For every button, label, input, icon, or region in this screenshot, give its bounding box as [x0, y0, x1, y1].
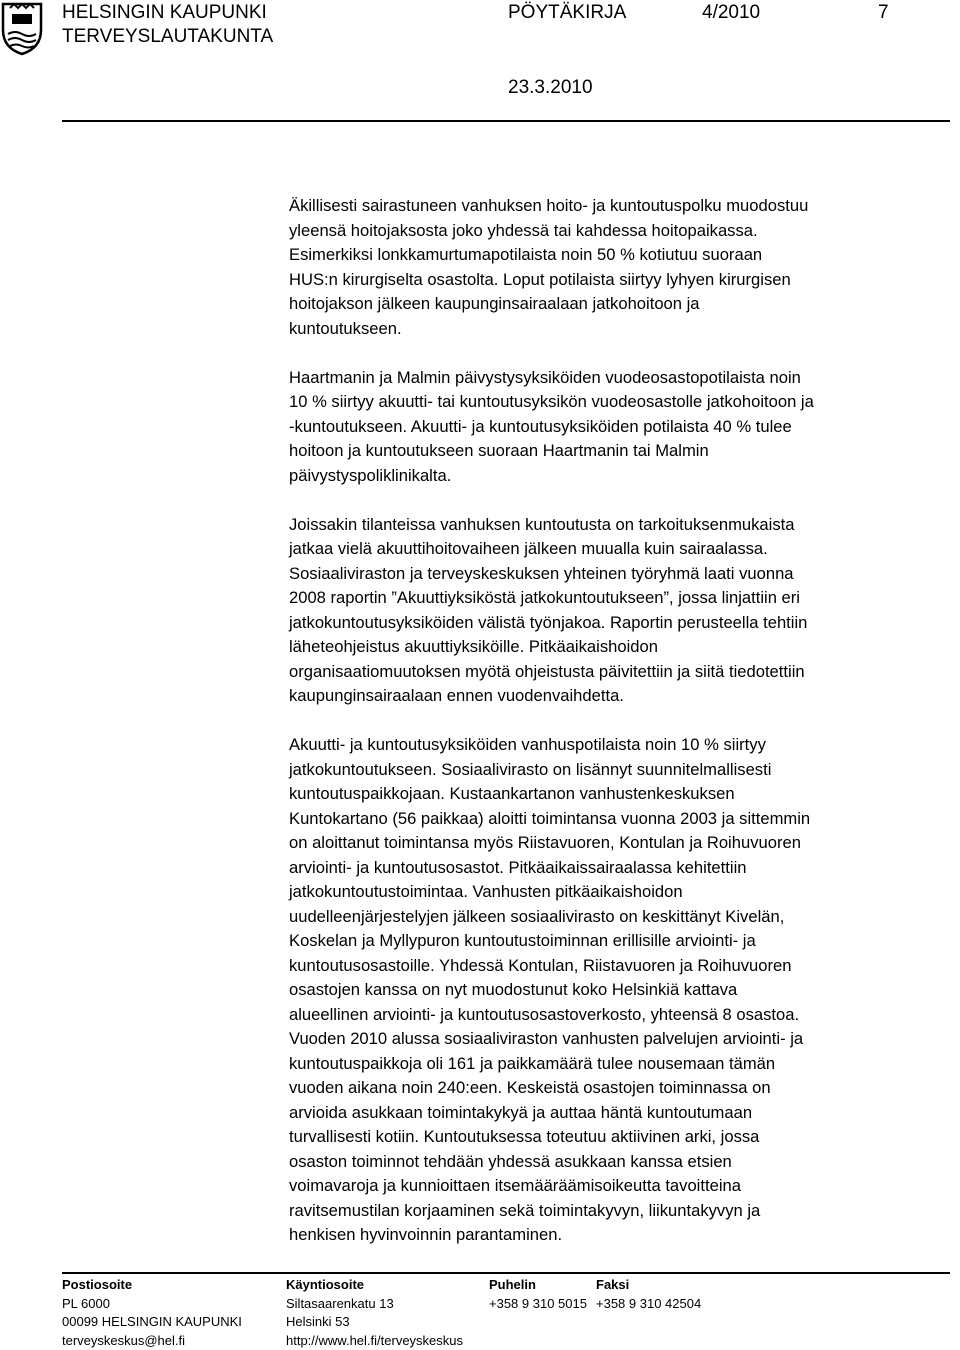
footer-visiting-address — [286, 1276, 463, 1350]
meeting-date: 23.3.2010 — [508, 77, 593, 99]
paragraph-line: Sosiaaliviraston ja terveyskeskuksen yhteinen työryhmä laati vuonna — [289, 562, 954, 587]
paragraph-line: Joissakin tilanteissa vanhuksen kuntoutusta on tarkoituksenmukaista — [289, 513, 954, 538]
footer-phone-heading: Puhelin — [489, 1276, 587, 1295]
paragraph-line: turvallisesti kotiin. Kuntoutuksessa toteutuu aktiivinen arki, jossa — [289, 1125, 954, 1150]
paragraph-line: on aloittanut toimintansa myös Riistavuoren, Kontulan ja Roihuvuoren — [289, 831, 954, 856]
page-number: 7 — [878, 2, 889, 24]
footer-street: Siltasaarenkatu 13 — [286, 1295, 463, 1314]
header-divider — [62, 120, 950, 122]
footer-postal-address — [62, 1276, 242, 1350]
paragraph-line: Akuutti- ja kuntoutusyksiköiden vanhuspotilaista noin 10 % siirtyy — [289, 733, 954, 758]
helsinki-crest-logo — [0, 0, 44, 56]
paragraph-line: jatkokuntoutusyksiköiden välistä työnjakoa. Raportin perusteella tehtiin — [289, 611, 954, 636]
body-paragraph — [289, 513, 954, 709]
footer-visiting-city: Helsinki 53 — [286, 1313, 463, 1332]
paragraph-line: kuntoutusosastoille. Yhdessä Kontulan, Riistavuoren ja Roihuvuoren — [289, 954, 954, 979]
paragraph-line: hoitoon ja kuntoutukseen suoraan Haartmanin tai Malmin — [289, 439, 954, 464]
paragraph-line: voimavaroja ja kunnioittaen itsemääräämisoikeutta tavoitteina — [289, 1174, 954, 1199]
body-paragraph — [289, 733, 954, 1248]
footer-postal-box: PL 6000 — [62, 1295, 242, 1314]
paragraph-line: Kuntokartano (56 paikkaa) aloitti toimintansa vuonna 2003 ja sittemmin — [289, 807, 954, 832]
body-paragraph — [289, 366, 954, 489]
footer-fax-heading: Faksi — [596, 1276, 701, 1295]
paragraph-line: jatkokuntoutukseen. Sosiaalivirasto on lisännyt suunnitelmallisesti — [289, 758, 954, 783]
paragraph-line: 10 % siirtyy akuutti- tai kuntoutusyksikön vuodeosastolle jatkohoitoon ja — [289, 390, 954, 415]
paragraph-line: osastojen kanssa on nyt muodostunut koko Helsinkiä kattava — [289, 978, 954, 1003]
body-paragraph — [289, 194, 954, 341]
paragraph-line: Haartmanin ja Malmin päivystysyksiköiden vuodeosastopotilaista noin — [289, 366, 954, 391]
paragraph-line: HUS:n kirurgiselta osastolta. Loput potilaista siirtyy lyhyen kirurgisen — [289, 268, 954, 293]
footer-fax-number: +358 9 310 42504 — [596, 1295, 701, 1314]
paragraph-line: Koskelan ja Myllypuron kuntoutustoiminnan erillisille arviointi- ja — [289, 929, 954, 954]
footer-fax — [596, 1276, 701, 1313]
paragraph-line: kuntoutukseen. — [289, 317, 954, 342]
paragraph-line: kuntoutuspaikkoja oli 161 ja paikkamäärä tulee nousemaan tämän — [289, 1052, 954, 1077]
paragraph-line: ravitsemustilan korjaaminen sekä toimintakyvyn, liikuntakyvyn ja — [289, 1199, 954, 1224]
paragraph-line: päivystyspoliklinikalta. — [289, 464, 954, 489]
paragraph-line: arvioida asukkaan toimintakykyä ja auttaa häntä kuntoutumaan — [289, 1101, 954, 1126]
paragraph-line: alueellinen arviointi- ja kuntoutusosastoverkosto, yhteensä 8 osastoa. — [289, 1003, 954, 1028]
footer-website: http://www.hel.fi/terveyskeskus — [286, 1332, 463, 1350]
paragraph-line: jatkaa vielä akuuttihoitovaiheen jälkeen muualla kuin sairaalassa. — [289, 537, 954, 562]
paragraph-line: vuoden aikana noin 240:een. Keskeistä osastojen toiminnassa on — [289, 1076, 954, 1101]
paragraph-line: henkisen hyvinvoinnin parantaminen. — [289, 1223, 954, 1248]
paragraph-line: kuntoutuspaikkojaan. Kustaankartanon vanhustenkeskuksen — [289, 782, 954, 807]
footer-email: terveyskeskus@hel.fi — [62, 1332, 242, 1350]
document-number: 4/2010 — [702, 2, 760, 24]
footer-divider — [62, 1272, 950, 1274]
paragraph-line: yleensä hoitojaksosta joko yhdessä tai kahdessa hoitopaikassa. — [289, 219, 954, 244]
document-body — [289, 194, 954, 1272]
footer-postal-heading: Postiosoite — [62, 1276, 242, 1295]
footer-phone — [489, 1276, 587, 1313]
footer-postal-city: 00099 HELSINGIN KAUPUNKI — [62, 1313, 242, 1332]
paragraph-line: Äkillisesti sairastuneen vanhuksen hoito- ja kuntoutuspolku muodostuu — [289, 194, 954, 219]
paragraph-line: läheteohjeistus akuuttiyksiköille. Pitkäaikaishoidon — [289, 635, 954, 660]
paragraph-line: osaston toiminnot tehdään yhdessä asukkaan kanssa etsien — [289, 1150, 954, 1175]
footer-visiting-heading: Käyntiosoite — [286, 1276, 463, 1295]
paragraph-line: Esimerkiksi lonkkamurtumapotilaista noin 50 % kotiutuu suoraan — [289, 243, 954, 268]
footer-phone-number: +358 9 310 5015 — [489, 1295, 587, 1314]
paragraph-line: uudelleenjärjestelyjen jälkeen sosiaalivirasto on keskittänyt Kivelän, — [289, 905, 954, 930]
paragraph-line: organisaatiomuutoksen myötä ohjeistusta päivitettiin ja siitä tiedotettiin — [289, 660, 954, 685]
paragraph-line: Vuoden 2010 alussa sosiaaliviraston vanhusten palvelujen arviointi- ja — [289, 1027, 954, 1052]
paragraph-line: jatkokuntoutustoimintaa. Vanhusten pitkäaikaishoidon — [289, 880, 954, 905]
paragraph-line: hoitojakson jälkeen kaupunginsairaalaan jatkohoitoon ja — [289, 292, 954, 317]
paragraph-line: kaupunginsairaalaan ennen vuodenvaihdetta. — [289, 684, 954, 709]
paragraph-line: 2008 raportin ”Akuuttiyksiköstä jatkokuntoutukseen”, jossa linjattiin eri — [289, 586, 954, 611]
committee-name: TERVEYSLAUTAKUNTA — [62, 26, 273, 48]
paragraph-line: -kuntoutukseen. Akuutti- ja kuntoutusyksiköiden potilaista 40 % tulee — [289, 415, 954, 440]
organization-name: HELSINGIN KAUPUNKI — [62, 2, 267, 24]
document-type: PÖYTÄKIRJA — [508, 2, 626, 24]
paragraph-line: arviointi- ja kuntoutusosastot. Pitkäaikaissairaalassa kehitettiin — [289, 856, 954, 881]
